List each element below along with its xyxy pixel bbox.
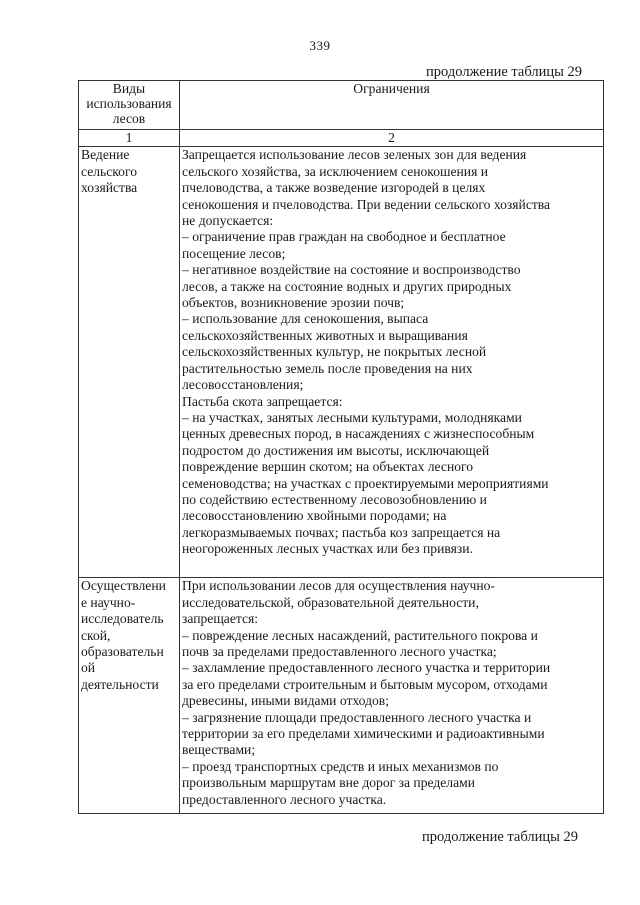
row-kind-line: сельского <box>81 163 137 179</box>
restriction-line: лесовосстановлению хвойными породами; на <box>182 508 447 524</box>
restriction-line: сельскохозяйственных животных и выращивания <box>182 327 468 343</box>
row-kind-line: деятельности <box>81 676 159 692</box>
restriction-line: посещение лесов; <box>182 245 286 261</box>
restriction-line: – повреждение лесных насаждений, растительного покрова и <box>182 627 538 643</box>
row-kind-line: ой <box>81 660 96 676</box>
restriction-line: – на участках, занятых лесными культурами, молодняками <box>182 409 522 425</box>
restriction-line: предоставленного лесного участка. <box>182 791 387 807</box>
restriction-line: – загрязнение площади предоставленного лесного участка и <box>182 709 532 725</box>
row-restrictions-cell <box>180 147 604 578</box>
restriction-line: пчеловодства, а также возведение изгородей в целях <box>182 180 486 196</box>
restriction-line: – использование для сенокошения, выпаса <box>182 311 429 327</box>
restriction-line: лесовосстановления; <box>182 377 304 393</box>
row-restrictions-cell <box>180 578 604 814</box>
restriction-line: древесины, иными видами отходов; <box>182 693 389 709</box>
restriction-line: – проезд транспортных средств и иных механизмов по <box>182 758 499 774</box>
restriction-line: за его пределами строительным и бытовым мусором, отходами <box>182 676 548 692</box>
row-kind-line: хозяйства <box>81 180 138 196</box>
row-kind-line: Ведение <box>81 147 130 163</box>
restriction-line: сенокошения и пчеловодства. При ведении сельского хозяйства <box>182 196 551 212</box>
restriction-line: произвольным маршрутам вне дорог за пределами <box>182 775 475 791</box>
restriction-line: – ограничение прав граждан на свободное и бесплатное <box>182 229 506 245</box>
restriction-line: – захламление предоставленного лесного участка и территории <box>182 660 551 676</box>
header-forest-use-types <box>79 81 180 130</box>
table-row-research-education <box>79 578 604 814</box>
restriction-line: повреждение вершин скотом; на объектах лесного <box>182 459 474 475</box>
column-number-row <box>79 130 604 147</box>
table-continuation-bottom: продолжение таблицы 29 <box>422 829 578 845</box>
page-number: 339 <box>309 38 331 53</box>
row-kind-line: е научно- <box>81 594 136 610</box>
restriction-line: почв за пределами предоставленного лесного участка; <box>182 644 497 660</box>
row-kind-cell <box>79 578 180 814</box>
restriction-line: объектов, возникновение эрозии почв; <box>182 295 405 311</box>
restriction-line: не допускается: <box>182 213 274 229</box>
header-col1-line: использования <box>86 96 172 111</box>
restriction-line: сельскохозяйственных культур, не покрытых лесной <box>182 344 487 360</box>
restriction-line: семеноводства; на участках с проектируемыми мероприятиями <box>182 475 549 491</box>
table-row-agriculture <box>79 147 604 578</box>
row-kind-cell <box>79 147 180 578</box>
restrictions-table <box>78 80 604 814</box>
restriction-line: исследовательской, образовательной деятельности, <box>182 594 479 610</box>
row-kind-line: исследователь <box>81 611 164 627</box>
restriction-line: неогороженных лесных участках или без привязи. <box>182 541 473 557</box>
table-continuation-top: продолжение таблицы 29 <box>426 64 582 80</box>
column-number-2: 2 <box>180 130 604 147</box>
header-col1-line: лесов <box>112 111 146 126</box>
row-kind-line: ской, <box>81 627 111 643</box>
column-number-1: 1 <box>79 130 180 147</box>
restriction-line: Запрещается использование лесов зеленых зон для ведения <box>182 147 527 163</box>
restriction-line: сельского хозяйства, за исключением сенокошения и <box>182 163 488 179</box>
table-header-row <box>79 81 604 130</box>
restriction-line: подростом до достижения им высоты, исключающей <box>182 442 490 458</box>
restriction-line: запрещается: <box>182 611 259 627</box>
header-restrictions: Ограничения <box>180 81 604 130</box>
restriction-line: по содействию естественному лесовозобновлению и <box>182 491 487 507</box>
restriction-line: лесов, а также на состояние водных и других природных <box>182 278 512 294</box>
restriction-line: территории за его пределами химическими и радиоактивными <box>182 726 545 742</box>
restriction-line: веществами; <box>182 742 256 758</box>
restriction-line: ценных древесных пород, в насаждениях с жизнеспособным <box>182 426 535 442</box>
restriction-line: Пастьба скота запрещается: <box>182 393 343 409</box>
restriction-line: легкоразмываемых почвах; пастьба коз запрещается на <box>182 524 501 540</box>
row-kind-line: Осуществлени <box>81 578 166 594</box>
row-kind-line: образовательн <box>81 644 164 660</box>
header-col1-line: Виды <box>112 81 146 96</box>
restriction-line: – негативное воздействие на состояние и воспроизводство <box>182 262 521 278</box>
restriction-line: При использовании лесов для осуществления научно- <box>182 578 495 594</box>
restriction-line: растительностью земель после проведения на них <box>182 360 473 376</box>
